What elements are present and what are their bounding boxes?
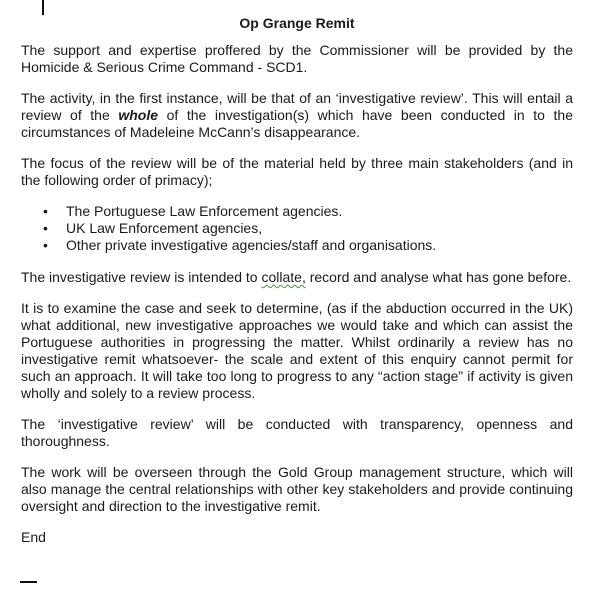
paragraph-4 [21,269,573,286]
paragraph-6: The ‘investigative review’ will be conducted with transparency, openness and thoroughness. [21,416,573,449]
end-of-document-marker [20,581,37,583]
list-item [21,220,573,237]
bullet-icon: • [43,203,48,219]
paragraph-4-text-b: record and analyse what has gone before. [305,269,572,285]
paragraph-2 [21,90,573,141]
document-title: Op Grange Remit [239,15,355,31]
paragraph-5: It is to examine the case and seek to determine, (as if the abduction occurred in the UK) what additional, new investigative approaches we would take and which can assist the Portuguese authorities in progressing the matter. Whilst ordinarily a review has no investigative remit whatsoever- the scale and extent of this enquiry cannot permit for such an approach. It will take too long to progress to any “action stage” if activity is given wholly and solely to a review process. [21,300,573,401]
paragraph-1: The support and expertise proffered by the Commissioner will be provided by the Homicide & Serious Crime Command - SCD1. [21,42,573,75]
paragraph-2-text-a: The activity, in the first instance, will be that of an ‘investigative review’. This will entail a review of the [21,90,573,123]
list-item-text: Other private investigative agencies/staff and organisations. [66,237,437,253]
document-body [21,15,573,560]
list-item [21,203,573,220]
list-item [21,237,573,254]
stakeholder-list [21,203,573,254]
spellcheck-flagged-word[interactable]: collate, [261,269,306,285]
paragraph-7: The work will be overseen through the Gold Group management structure, which will also manage the central relationships with other key stakeholders and provide continuing oversight and direction to the investigative remit. [21,464,573,514]
closing-text: End [21,529,46,545]
paragraph-2-text-b: of the investigation(s) which have been conducted in to the circumstances of Madeleine McCann’s disappearance. [21,107,573,140]
paragraph-3: The focus of the review will be of the material held by three main stakeholders (and in the following order of primacy); [21,155,573,188]
emphasis-whole: whole [118,107,158,123]
list-item-text: The Portuguese Law Enforcement agencies. [66,203,343,219]
list-item-text: UK Law Enforcement agencies, [66,220,263,236]
paragraph-4-text-a: The investigative review is intended to [21,269,262,285]
bullet-icon: • [43,237,48,253]
bullet-icon: • [43,220,48,236]
text-cursor-marker [42,0,44,15]
